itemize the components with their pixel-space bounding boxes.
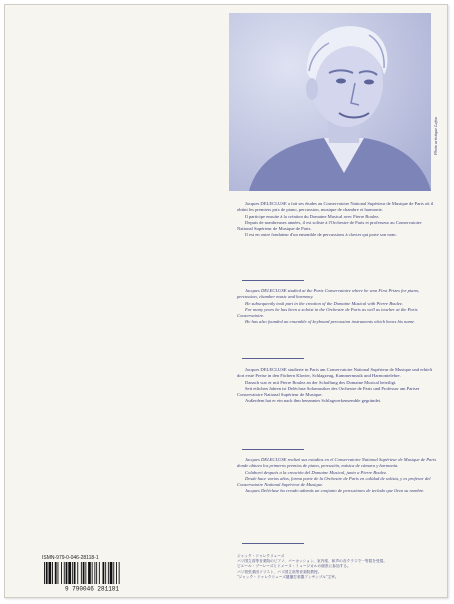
bio-paragraph: Il est en outre fondateur d'un ensemble de percussions à clavier qui porte son nom. [245,232,397,238]
biography-japanese [237,554,437,580]
bio-paragraph: Colaboró después a la creación del Domaine Musical, junto a Pierre Boulez. [245,469,387,475]
portrait-photo [229,13,431,191]
barcode [42,562,142,592]
divider [242,358,304,359]
bio-paragraph: Desde hace varios años, forma parte de la Orchestre de Paris en calidad de solista, y es profesor del Conservatoire National Supérieur de Musique. [237,475,431,488]
back-cover-page [4,4,448,598]
bio-paragraph: Jacques Delécluse ha creado además un conjunto de percusiones de teclado que lleva su nombre. [245,488,425,494]
photo-credit: Photo artistique Lafon [433,117,438,155]
biography-german [237,367,437,405]
biography-english [237,288,437,326]
portrait-illustration [229,13,431,191]
bio-paragraph: Jacques DELECLUSE a fait ses études au Conservatoire National Supérieur de Musique de Paris où il obtint les premiers prix de piano, percussion, musique de chambre et harmonie. [237,201,434,213]
bio-paragraph: Danach war er mit Pierre Boulez an der Schaffung des Domaine Musical beteiligt. [245,379,397,385]
bio-line: パリ国立高等音楽院のピアノ、パーカッション、室内楽、和声の各クラスで一等賞を受賞。 [237,559,387,564]
bio-line: ピエール・ブーレーズとドメーヌ・ミュージカルの創設に参加する。 [237,564,351,569]
bio-line: "ジャック・ドゥレクリューズ鍵盤打楽器アンサンブル"主宰。 [237,574,339,579]
bio-paragraph: Jacques DELECLUSE studierte in Paris am Conservatoire National Supérieur de Musique und erhielt dort erste Preise in den Fächern Klavier, Schlagzeug, Kammermusik und Harmonielehre. [237,367,433,379]
bio-paragraph: Jacques DELECLUSE realizó sus estudios en el Conservatoire National Supérieur de Musique de Paris donde obtuvo los primeros premios de piano, percusión, música de cámara y harmonía. [237,457,437,469]
divider [242,543,304,544]
bio-line: ジャック・ドゥレクリューズ [237,554,285,558]
bio-paragraph: Seit etlichen Jahren ist Delécluse Solomusiker des Orchestre de Paris und Professor am Pariser Conservatoire National Supérieur de Musique. [237,385,420,398]
bio-paragraph: Jacques DELECLUSE studied at the Paris Conservatoire where he won First Prizes for piano, percussion, chamber music and harmony. [237,288,420,300]
bio-line: パリ管弦楽団ソリスト、パリ国立高等音楽院教授。 [237,569,322,574]
divider [242,449,304,450]
divider [242,280,304,281]
barcode-digits: 9 790046 281181 [64,585,120,592]
bio-paragraph: He has also founded an ensemble of keyboard percussion instruments which bears his name. [245,319,416,325]
bio-paragraph: For many years he has been a soloist in the Orchestre de Paris as well as teacher at the Paris Conservatoire. [237,306,418,319]
biography-spanish [237,457,437,495]
bio-paragraph: He subsequently took part in the creation of the Domaine Musical with Pierre Boulez. [245,300,403,306]
bio-paragraph: Depuis de nombreuses années, il est soliste à l'Orchestre de Paris et professeur au Conservatoire National Supérieur de Musique de Paris. [237,219,422,232]
ismn-number: ISMN-979-0-046-28118-1 [42,555,99,561]
biography-french [237,201,437,239]
bio-paragraph: Außerdem hat er ein nach ihm benanntes Schlagwerkensemble gegründet. [245,398,382,404]
bio-paragraph: Il participe ensuite à la création du Domaine Musical avec Pierre Boulez. [245,213,380,219]
